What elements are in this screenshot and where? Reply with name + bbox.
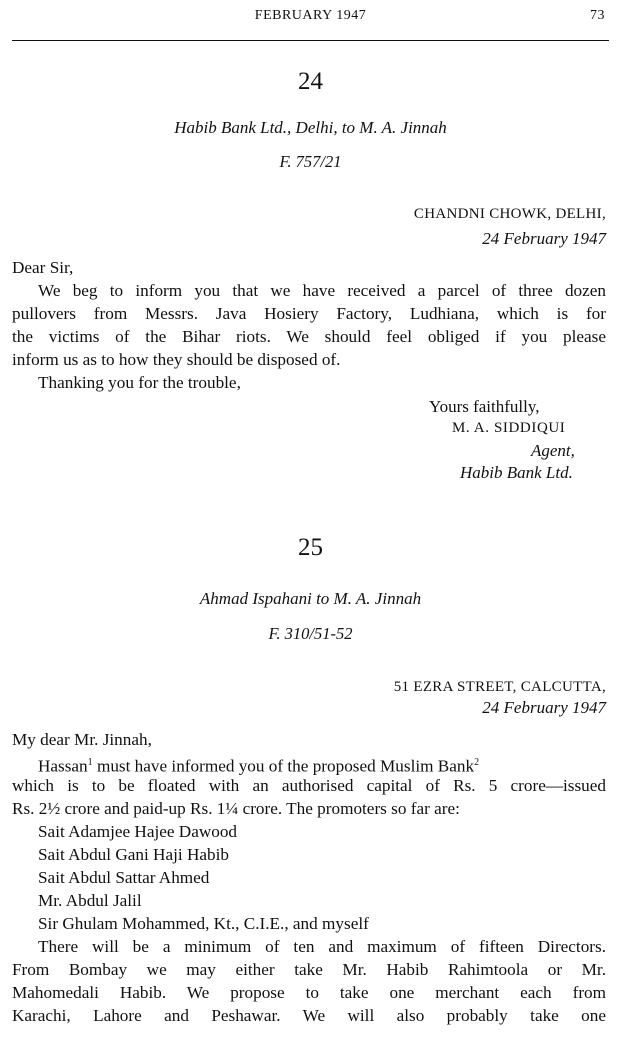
doc-24-body-line: the victims of the Bihar riots. We should feel obliged if you please [12, 327, 606, 346]
person-name: Hassan [38, 756, 88, 776]
doc-24-date: 24 February 1947 [482, 229, 606, 248]
doc-24-body-line: inform us as to how they should be disposed of. [12, 350, 341, 369]
doc-24-body-line: Thanking you for the trouble, [38, 373, 241, 392]
header-rule [12, 40, 609, 41]
running-head [12, 8, 609, 30]
doc-25-body-line: Karachi, Lahore and Peshawar. We will also probably take one [12, 1006, 606, 1025]
doc-25-number: 25 [298, 534, 323, 561]
doc-24-designation: Agent, [531, 441, 575, 460]
doc-24-heading: Habib Bank Ltd., Delhi, to M. A. Jinnah [174, 118, 447, 137]
promoter-item: Sir Ghulam Mohammed, Kt., C.I.E., and myself [38, 914, 369, 933]
doc-24-salutation: Dear Sir, [12, 258, 74, 277]
body-text: must have informed you of the proposed Muslim Bank [92, 756, 475, 776]
doc-25-body-line: There will be a minimum of ten and maximum of fifteen Directors. [38, 937, 606, 956]
doc-25-address: 51 EZRA STREET, CALCUTTA, [393, 679, 606, 695]
doc-24-address: CHANDNI CHOWK, DELHI, [413, 206, 606, 222]
doc-25-date: 24 February 1947 [482, 698, 606, 717]
doc-25-body-line: which is to be floated with an authorised capital of Rs. 5 crore—issued [12, 776, 606, 795]
doc-24-closing: Yours faithfully, [429, 397, 540, 416]
footnote-marker: 1 [87, 757, 93, 768]
promoter-item: Sait Abdul Gani Haji Habib [38, 845, 229, 864]
doc-24-number: 24 [298, 68, 323, 95]
doc-24-body-line: pullovers from Messrs. Java Hosiery Factory, Ludhiana, which is for [12, 304, 606, 323]
doc-24-organisation: Habib Bank Ltd. [460, 463, 573, 482]
running-head-title: FEBRUARY 1947 [254, 8, 367, 23]
doc-25-body-line: From Bombay we may either take Mr. Habib Rahimtoola or Mr. [12, 960, 606, 979]
doc-25-heading: Ahmad Ispahani to M. A. Jinnah [199, 589, 422, 608]
doc-25-file-ref: F. 310/51-52 [268, 624, 353, 643]
promoter-item: Mr. Abdul Jalil [38, 891, 142, 910]
doc-24-body-line: We beg to inform you that we have received a parcel of three dozen [38, 281, 606, 300]
doc-24-signatory: M. A. SIDDIQUI [452, 420, 566, 436]
page-number: 73 [590, 8, 605, 23]
promoter-item: Sait Abdul Sattar Ahmed [38, 868, 210, 887]
footnote-marker: 2 [474, 757, 480, 768]
promoter-item: Sait Adamjee Hajee Dawood [38, 822, 238, 841]
doc-25-salutation: My dear Mr. Jinnah, [12, 730, 152, 749]
doc-24-file-ref: F. 757/21 [279, 152, 342, 171]
doc-25-body-line: Mahomedali Habib. We propose to take one merchant each from [12, 983, 606, 1002]
doc-25-body-line: Rs. 2½ crore and paid-up Rs. 1¼ crore. The promoters so far are: [12, 799, 460, 818]
